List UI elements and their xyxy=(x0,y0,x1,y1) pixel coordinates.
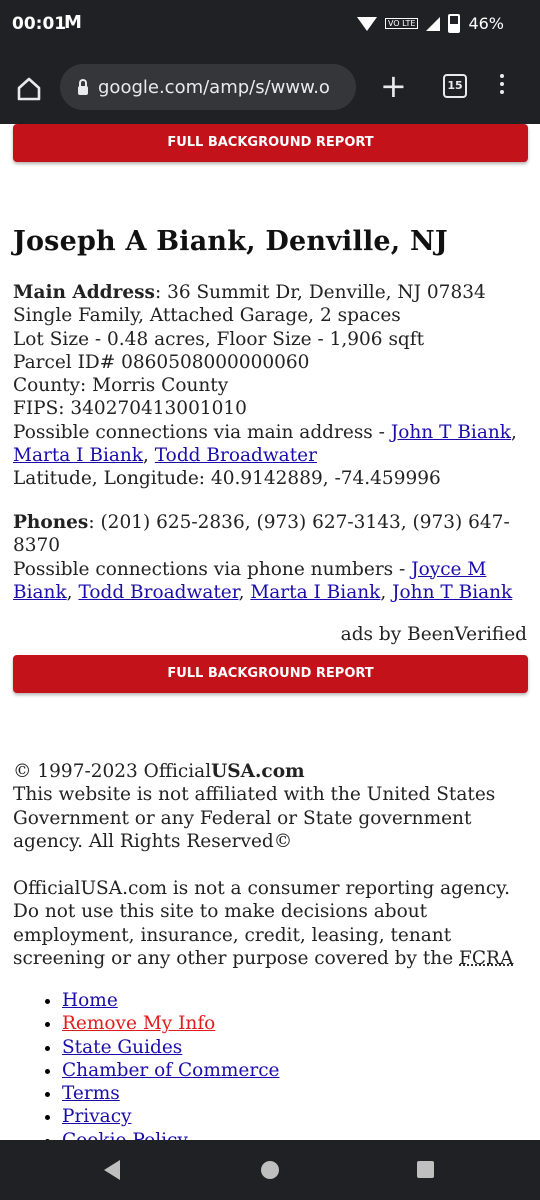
address-connections-label: Possible connections via main address - xyxy=(13,421,391,443)
home-circle-icon[interactable] xyxy=(261,1161,279,1179)
ads-attribution: ads by BeenVerified xyxy=(340,624,527,645)
main-address-label: Main Address xyxy=(13,282,155,303)
list-item xyxy=(62,989,280,1012)
connection-link[interactable]: Joyce M Biank xyxy=(13,558,487,603)
footer-links xyxy=(0,989,280,1152)
volte-icon: VO LTE xyxy=(385,18,418,29)
address-section: Main Address: 36 Summit Dr, Denville, NJ 07834 Single Family, Attached Garage, 2 spaces Lot Size - 0.48 acres, Floor Size - 1,906 sqft Parcel ID# 0860508000000060 County: Morris County FIPS: 340270413001010 Possible connections via main address - John T Biank, Marta I Biank, Todd Broadwater Latitude, Longitude: 40.9142889, -74.459996 xyxy=(13,282,517,490)
full-report-button-bottom[interactable]: FULL BACKGROUND REPORT xyxy=(13,655,528,693)
connection-link[interactable]: John T Biank xyxy=(390,421,511,443)
footer-fcra-disclaimer xyxy=(13,877,528,970)
lat-long: Latitude, Longitude: 40.9142889, -74.459996 xyxy=(13,468,441,490)
fcra-abbr: FCRA xyxy=(459,947,514,969)
fips: FIPS: 340270413001010 xyxy=(13,398,247,420)
list-item xyxy=(62,1036,280,1059)
phones-section: Phones: (201) 625-2836, (973) 627-3143, (973) 647-8370 Possible connections via phone numbers - Joyce M Biank, Todd Broadwater, Marta I Biank, John T Biank xyxy=(13,512,513,603)
tab-switcher-button[interactable]: 15 xyxy=(443,74,467,98)
full-report-button-top[interactable]: FULL BACKGROUND REPORT xyxy=(13,124,528,162)
footer-link-terms[interactable]: Terms xyxy=(62,1083,120,1105)
footer-copyright xyxy=(13,760,528,853)
list-item xyxy=(62,1012,280,1035)
recents-icon[interactable] xyxy=(417,1161,434,1178)
page-title: Joseph A Biank, Denville, NJ xyxy=(13,226,448,257)
connection-link[interactable]: Todd Broadwater xyxy=(78,581,239,603)
battery-percent: 46% xyxy=(468,14,504,33)
phones-value: : (201) 625-2836, (973) 627-3143, (973) 647-8370 xyxy=(13,512,510,557)
back-icon[interactable] xyxy=(104,1160,120,1180)
footer-link-home[interactable]: Home xyxy=(62,990,118,1011)
phones-label: Phones xyxy=(13,512,89,533)
disclaimer-affiliation: This website is not affiliated with the United States Government or any Federal or State government agency. All Rights Reserved© xyxy=(13,784,496,852)
new-tab-button[interactable]: + xyxy=(380,67,407,105)
connection-link[interactable]: John T Biank xyxy=(392,581,513,603)
system-nav-bar xyxy=(0,1140,540,1200)
county: County: Morris County xyxy=(13,375,229,397)
disclaimer-fcra-text: OfficialUSA.com is not a consumer reporting agency. Do not use this site to make decisions about employment, insurance, credit, leasing, tenant screening or any other purpose covered by the xyxy=(13,878,511,969)
gmail-icon: M xyxy=(64,12,82,33)
status-time: 00:01 xyxy=(12,14,67,34)
footer-link-chamber[interactable]: Chamber of Commerce xyxy=(62,1059,280,1081)
status-bar xyxy=(0,0,540,52)
url-bar[interactable] xyxy=(60,64,356,110)
status-icons xyxy=(357,14,504,33)
battery-icon xyxy=(448,14,460,33)
list-item xyxy=(62,1105,280,1128)
list-item xyxy=(62,1082,280,1105)
page-content xyxy=(0,124,540,1140)
signal-icon xyxy=(426,17,440,31)
home-details: Single Family, Attached Garage, 2 spaces xyxy=(13,305,401,327)
copyright-brand: USA.com xyxy=(211,761,305,782)
connection-link[interactable]: Marta I Biank xyxy=(13,445,144,467)
home-icon[interactable] xyxy=(16,76,42,102)
more-menu-icon[interactable] xyxy=(500,74,504,98)
lot-details: Lot Size - 0.48 acres, Floor Size - 1,906 sqft xyxy=(13,328,425,350)
parcel-id: Parcel ID# 0860508000000060 xyxy=(13,351,310,373)
url-text: google.com/amp/s/www.o xyxy=(98,76,330,98)
phone-connections-label: Possible connections via phone numbers - xyxy=(13,558,412,580)
connection-link[interactable]: Marta I Biank xyxy=(250,581,381,603)
main-address-value: : 36 Summit Dr, Denville, NJ 07834 xyxy=(154,282,486,303)
footer-link-state-guides[interactable]: State Guides xyxy=(62,1036,183,1058)
lock-icon xyxy=(78,86,88,95)
footer-link-remove-my-info[interactable]: Remove My Info xyxy=(62,1013,216,1035)
browser-toolbar xyxy=(0,52,540,124)
list-item xyxy=(62,1059,280,1082)
connection-link[interactable]: Todd Broadwater xyxy=(154,445,317,467)
footer-link-privacy[interactable]: Privacy xyxy=(62,1106,132,1128)
wifi-icon xyxy=(357,17,377,31)
copyright-text: © 1997-2023 Official xyxy=(13,761,212,782)
